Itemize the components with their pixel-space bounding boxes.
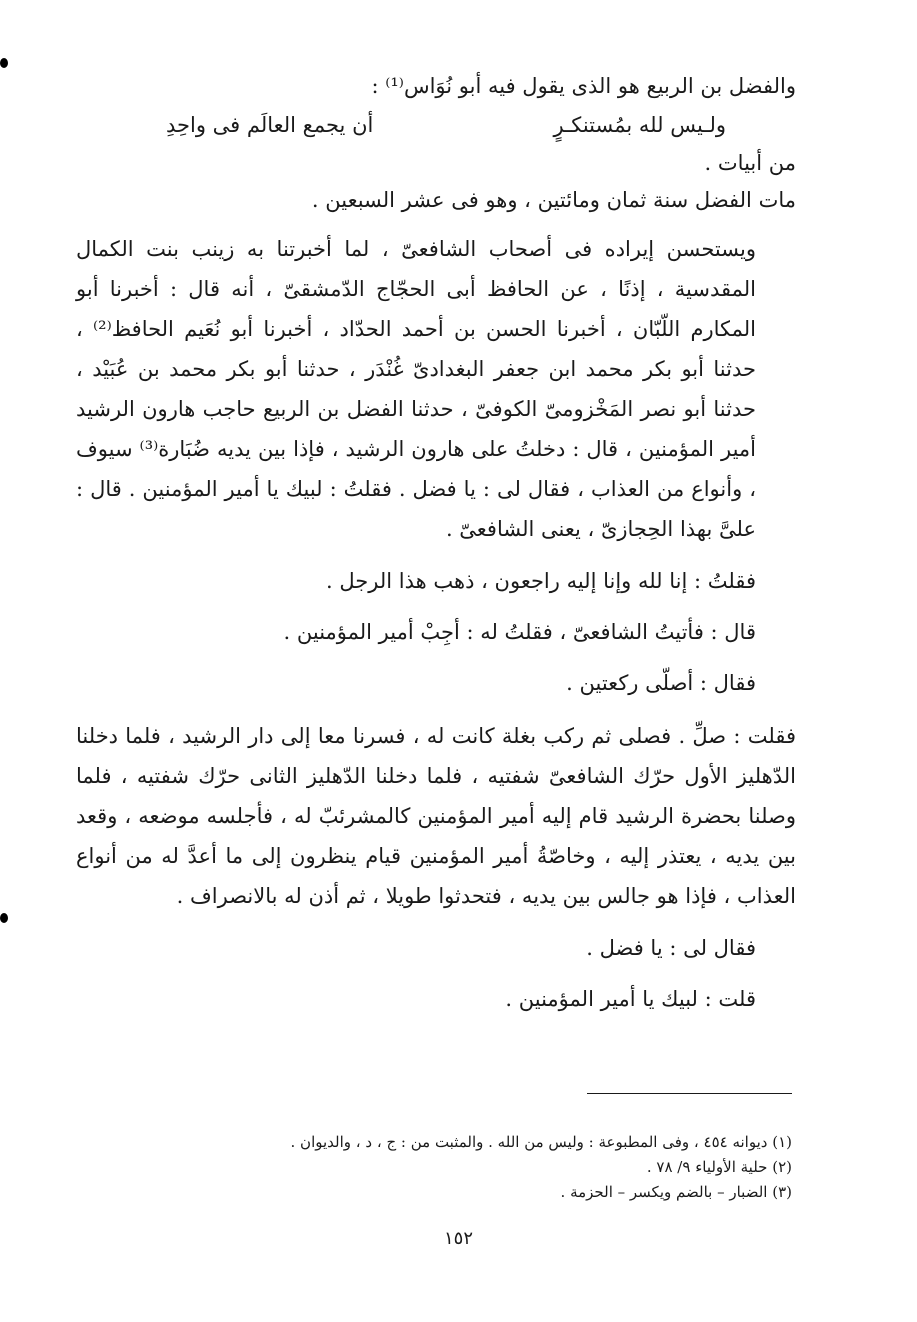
isnad-paragraph: ويستحسن إيراده فى أصحاب الشافعىّ ، لما أخبرتنا به زينب بنت الكمال المقدسية ، إذنًا ، عن الحافظ أبى الحجّاج الدّمشقىّ ، أنه قال : أخبرنا أبو المكارم اللّبّان ، أخبرنا الحسن بن أحمد الحدّاد ، أخبرنا أبو نُعَيم الحافظ⁽²⁾ ، حدثنا أبو بكر محمد ابن جعفر البغدادىّ غُنْدَر ، حدثنا أبو بكر محمد بن عُبَيْد ، حدثنا أبو نصر المَخْزومىّ الكوفىّ ، حدثنا الفضل بن الربيع حاجب هارون الرشيد أمير المؤمنين ، قال : دخلتُ على هارون الرشيد ، فإذا بين يديه ضُبَارة⁽³⁾ سيوف ، وأنواع من العذاب ، فقال لى : يا فضل . فقلتُ : لبيك يا أمير المؤمنين . قال : علىَّ بهذا الحِجازىّ ، يعنى الشافعىّ .	[76, 237, 756, 541]
dialog-block-2	[76, 930, 796, 1018]
scan-mark-middle	[0, 913, 8, 923]
poem-verse	[166, 105, 726, 145]
dialog-line: فقلتُ : إنا لله وإنا إليه راجعون ، ذهب هذا الرجل .	[326, 569, 756, 593]
main-text	[76, 68, 796, 1032]
verse-second-hemistich: أن يجمع العالَم فى واحِدِ	[166, 113, 374, 137]
dialog-block-1	[76, 563, 796, 702]
footnote-1: (١) ديوانه ٤٥٤ ، وفى المطبوعة : وليس من الله . والمثبت من : ج ، د ، والديوان .	[290, 1133, 792, 1151]
after-verse-line: من أبيات .	[704, 151, 796, 175]
dialog-line: قال : فأتيتُ الشافعىّ ، فقلتُ له : أجِبْ أمير المؤمنين .	[283, 620, 756, 644]
dialog-line: فقال : أصلّى ركعتين .	[566, 671, 756, 695]
scan-mark-top	[0, 58, 8, 68]
footnote-2: (٢) حلية الأولياء ٩/ ٧٨ .	[646, 1158, 792, 1176]
story-paragraph: فقلت : صلِّ . فصلى ثم ركب بغلة كانت له ، فسرنا معا إلى دار الرشيد ، فلما دخلنا الدّهليز الأول حرّك الشافعىّ شفتيه ، فلما دخلنا الدّهليز الثانى حرّك شفتيه ، فلما وصلنا بحضرة الرشيد قام إليه أمير المؤمنين كالمشرئبّ له ، فأجلسه موضعه ، وقعد بين يديه ، يعتذر إليه ، وخاصّةُ أمير المؤمنين قيام ينظرون إلى ما أعدَّ له من أنواع العذاب ، فإذا هو جالس بين يديه ، فتحدثوا طويلا ، ثم أذن له بالانصراف .	[76, 724, 796, 908]
spacer	[76, 219, 796, 229]
dialog-line: فقال لى : يا فضل .	[586, 936, 756, 960]
verse-first-hemistich: ولـيس لله بمُستنكـرٍ	[553, 113, 726, 137]
intro-line: والفضل بن الربيع هو الذى يقول فيه أبو نُوَاس⁽¹⁾ :	[371, 74, 796, 98]
footnotes	[142, 1130, 792, 1205]
dialog-line: قلت : لبيك يا أمير المؤمنين .	[505, 987, 756, 1011]
footnote-separator	[587, 1093, 792, 1094]
death-line: مات الفضل سنة ثمان ومائتين ، وهو فى عشر السبعين .	[311, 188, 796, 212]
footnote-3: (٣) الضبار – بالضم ويكسر – الحزمة .	[560, 1183, 792, 1201]
page-number: ١٥٢	[443, 1228, 473, 1249]
